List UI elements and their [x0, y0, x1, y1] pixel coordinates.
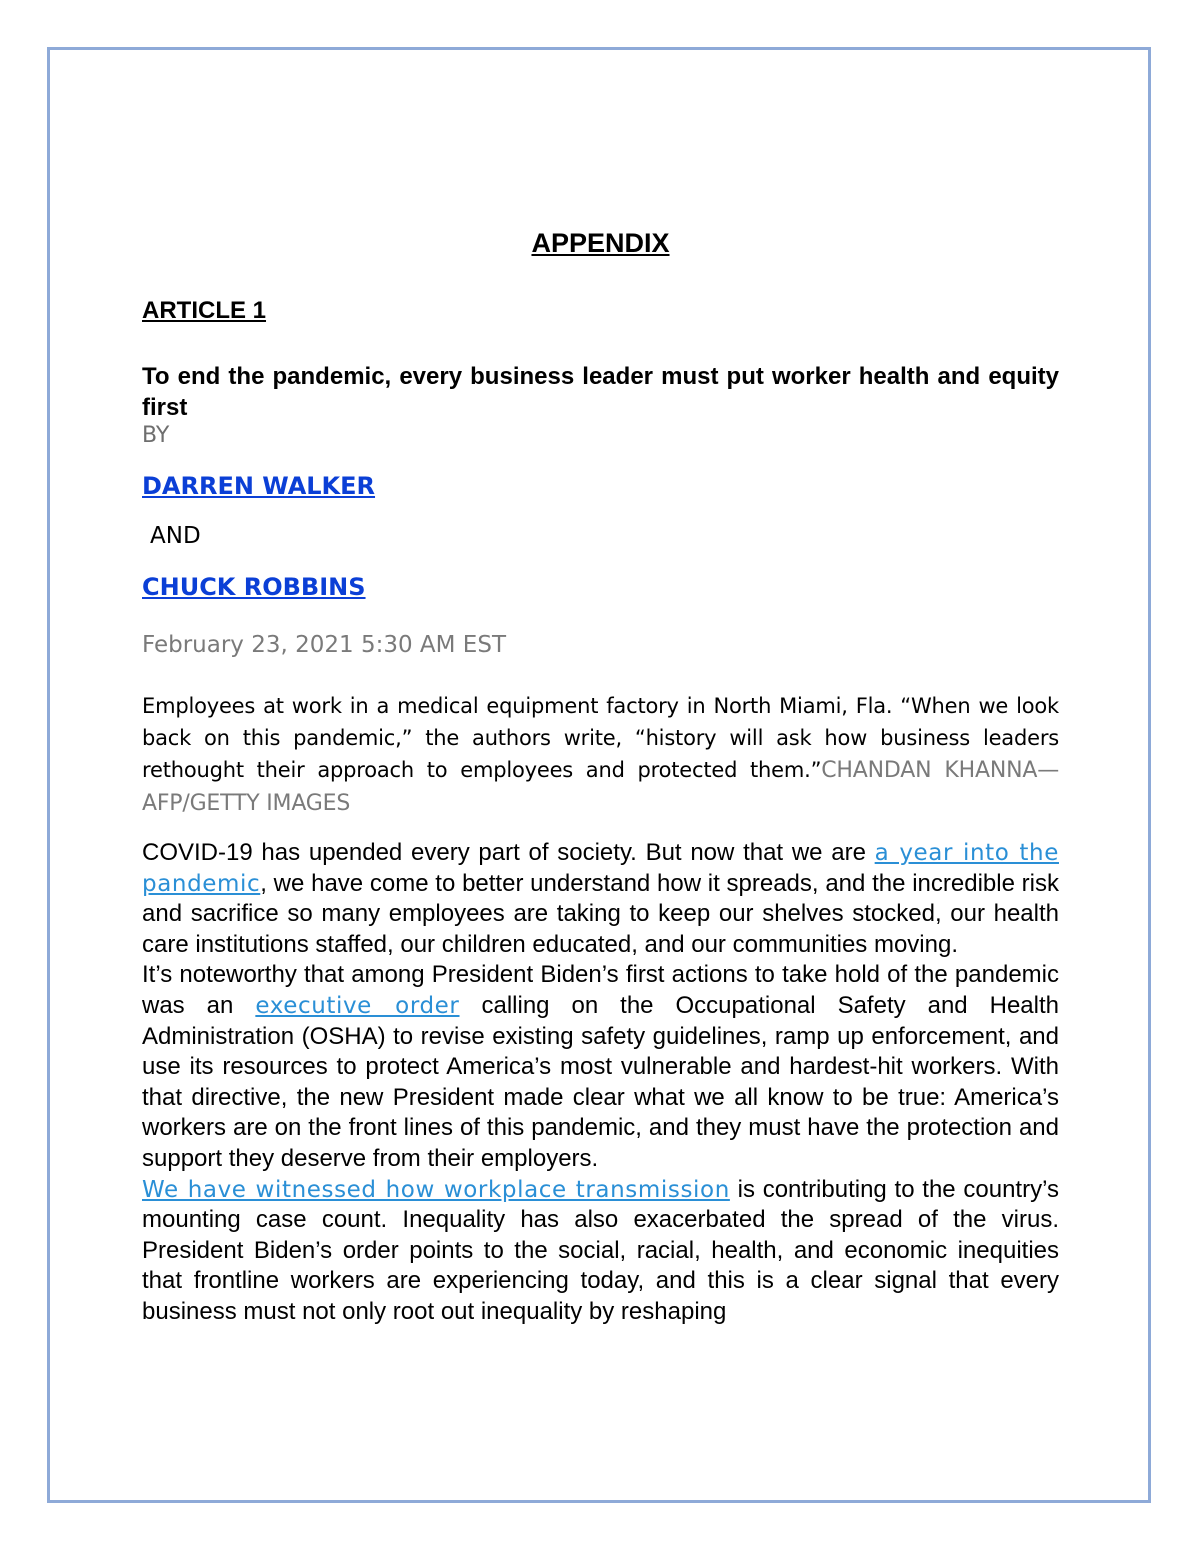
caption-text: Employees at work in a medical equipment factory in North Miami, Fla. “When we look back on this pandemic,” the authors write, “history will ask how business leaders rethought their approach to employees and protected them.”: [142, 694, 1059, 782]
appendix-heading: APPENDIX: [531, 228, 670, 258]
paragraph-1-text-after: , we have come to better understand how it spreads, and the incredible risk and sacrifice so many employees are taking to keep our shelves stocked, our health care institutions staffed, our children educated, and our communities moving.: [142, 869, 1059, 958]
paragraph-3-text-after: is contributing to the country’s mounting case count. Inequality has also exacerbated the spread of the virus. President Biden’s order points to the social, racial, health, and economic inequities that frontline workers are experiencing today, and this is a clear signal that every business must not only root out inequality by reshaping: [142, 1175, 1059, 1325]
byline-and: AND: [150, 523, 201, 549]
dateline: February 23, 2021 5:30 AM EST: [142, 632, 506, 658]
author-link-darren-walker[interactable]: DARREN WALKER: [142, 472, 376, 500]
paragraph-2-text-after: calling on the Occupational Safety and Health Administration (OSHA) to revise existing safety guidelines, ramp up enforcement, and use its resources to protect America’s most vulnerable and hardest-hit workers. With that directive, the new President made clear what we all know to be true: America’s workers are on the front lines of this pandemic, and they must have the protection and support they deserve from their employers.: [142, 991, 1059, 1172]
author-link-chuck-robbins[interactable]: CHUCK ROBBINS: [142, 573, 366, 601]
body-paragraph-2: [142, 960, 1059, 1174]
photo-caption: [142, 690, 1059, 820]
article-body: [142, 838, 1059, 1328]
body-paragraph-3: [142, 1175, 1059, 1328]
byline-by: BY: [142, 423, 170, 448]
link-executive-order[interactable]: executive order: [255, 992, 460, 1019]
link-workplace-transmission[interactable]: We have witnessed how workplace transmission: [142, 1176, 730, 1203]
paragraph-1-text-before: COVID-19 has upended every part of society. But now that we are: [142, 839, 875, 866]
article-title: To end the pandemic, every business leader must put worker health and equity first: [142, 363, 1059, 421]
body-paragraph-1: [142, 838, 1059, 960]
link-a-year-into-the-pandemic[interactable]: a year into the pandemic: [142, 840, 1059, 897]
article-label: ARTICLE 1: [142, 297, 267, 324]
paragraph-2-text-before: It’s noteworthy that among President Biden’s first actions to take hold of the pandemic was an: [142, 961, 1059, 1019]
photo-credit: CHANDAN KHANNA—AFP/GETTY IMAGES: [142, 758, 1059, 816]
